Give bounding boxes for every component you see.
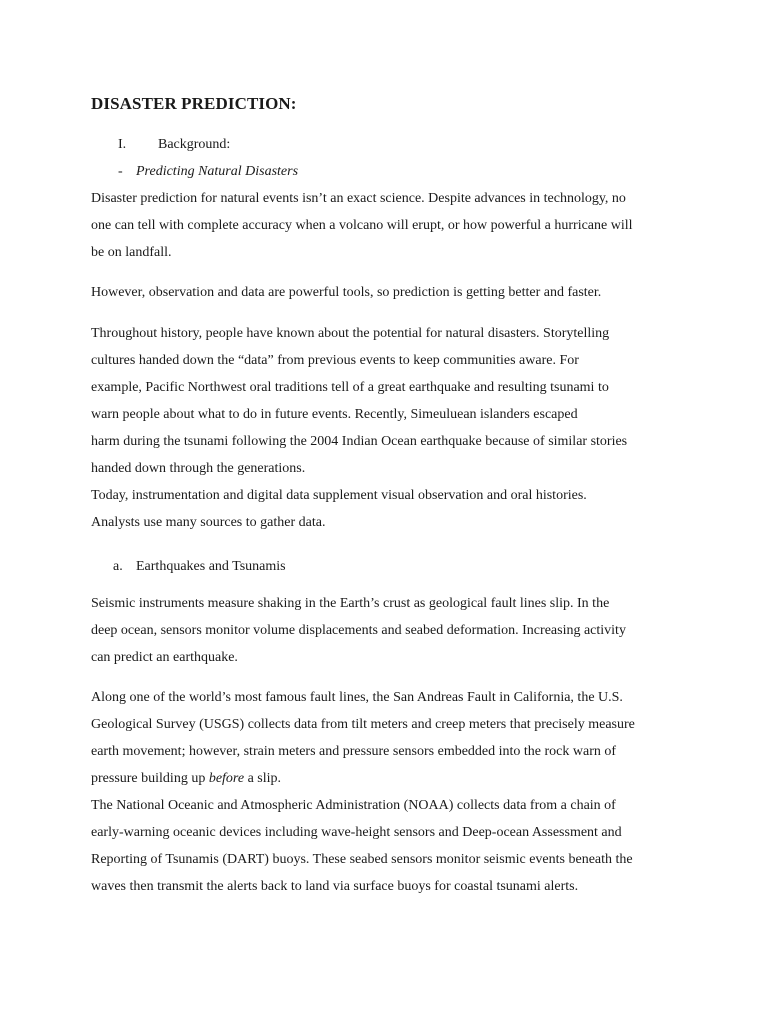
text-line: Reporting of Tsunamis (DART) buoys. These seabed sensors monitor seismic events beneath the: [91, 852, 633, 867]
text-run: a slip.: [244, 771, 282, 786]
text-line: Throughout history, people have known about the potential for natural disasters. Storytelling: [91, 326, 610, 341]
subheading-marker: -: [118, 164, 123, 179]
text-line: be on landfall.: [91, 245, 172, 260]
text-line: example, Pacific Northwest oral traditions tell of a great earthquake and resulting tsunami to: [91, 380, 609, 395]
text-line: cultures handed down the “data” from previous events to keep communities aware. For: [91, 353, 579, 368]
text-line: can predict an earthquake.: [91, 650, 238, 665]
text-line: Disaster prediction for natural events isn’t an exact science. Despite advances in technology, no: [91, 191, 626, 206]
paragraph-history: [91, 320, 691, 536]
text-run: pressure building up: [91, 771, 209, 786]
section-marker: I.: [118, 137, 127, 152]
paragraph-observation: [91, 279, 691, 306]
text-line: one can tell with complete accuracy when a volcano will erupt, or how powerful a hurricane will: [91, 218, 633, 233]
document-title: DISASTER PREDICTION:: [91, 94, 297, 113]
text-line: Today, instrumentation and digital data supplement visual observation and oral histories.: [91, 488, 587, 503]
text-line: earth movement; however, strain meters and pressure sensors embedded into the rock warn of: [91, 744, 617, 759]
paragraph-intro: [91, 185, 691, 266]
text-line: early-warning oceanic devices including wave-height sensors and Deep-ocean Assessment and: [91, 825, 622, 840]
text-line: warn people about what to do in future events. Recently, Simeuluean islanders escaped: [91, 407, 578, 422]
text-line: However, observation and data are powerful tools, so prediction is getting better and faster.: [91, 285, 602, 300]
text-line: harm during the tsunami following the 2004 Indian Ocean earthquake because of similar stories: [91, 434, 628, 449]
subsection-marker: a.: [113, 559, 123, 574]
text-line: Seismic instruments measure shaking in the Earth’s crust as geological fault lines slip. In the: [91, 596, 610, 611]
paragraph-usgs-noaa: [91, 684, 691, 900]
text-line: deep ocean, sensors monitor volume displacements and seabed deformation. Increasing activity: [91, 623, 626, 638]
text-line: Geological Survey (USGS) collects data from tilt meters and creep meters that precisely measure: [91, 717, 635, 732]
emphasis-before: before: [208, 771, 245, 786]
text-line: handed down through the generations.: [91, 461, 306, 476]
text-line: Analysts use many sources to gather data.: [91, 515, 326, 530]
text-line-with-emphasis: [91, 765, 691, 792]
paragraph-seismic: [91, 590, 691, 671]
subheading-text: Predicting Natural Disasters: [136, 164, 299, 179]
text-line: waves then transmit the alerts back to land via surface buoys for coastal tsunami alerts.: [91, 879, 579, 894]
section-heading: Background:: [158, 137, 231, 152]
subsection-heading: Earthquakes and Tsunamis: [136, 559, 286, 574]
text-line: Along one of the world’s most famous fault lines, the San Andreas Fault in California, the U.S.: [91, 690, 623, 705]
text-line: The National Oceanic and Atmospheric Administration (NOAA) collects data from a chain of: [91, 798, 616, 813]
